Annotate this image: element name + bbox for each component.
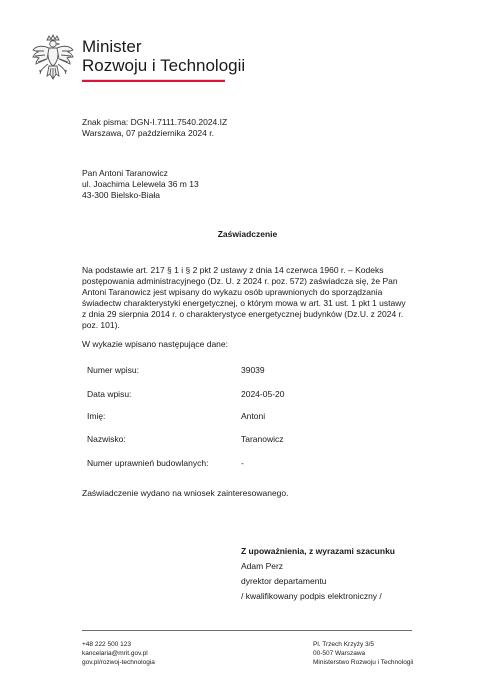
recipient-name: Pan Antoni Taranowicz — [82, 168, 168, 178]
field-row-entry-date — [87, 389, 387, 400]
footer-website: gov.pl/rozwoj-technologia — [82, 659, 155, 666]
ministry-name-line1: Minister — [82, 37, 142, 56]
ministry-name-line2: Rozwoju i Technologii — [82, 56, 246, 75]
white-eagle-emblem-icon — [30, 34, 76, 88]
recipient-street: ul. Joachima Lelewela 36 m 13 — [82, 179, 199, 189]
reference-number: Znak pisma: DGN-I.7111.7540.2024.IZ — [82, 117, 228, 127]
recipient-city: 43-300 Bielsko-Biała — [82, 190, 160, 200]
list-intro: W wykazie wpisano następujące dane: — [82, 339, 228, 349]
document-title: Zaświadczenie — [217, 229, 278, 239]
field-label: Numer uprawnień budowlanych: — [87, 458, 209, 468]
field-label: Nazwisko: — [87, 434, 126, 444]
place-and-date: Warszawa, 07 października 2024 r. — [82, 128, 214, 138]
certificate-body: Na podstawie art. 217 § 1 i § 2 pkt 2 ustawy z dnia 14 czerwca 1960 r. – Kodeks postępowania administracyjnego (Dz. U. z 2024 r. poz. 572) zaświadcza się, że Pan Antoni Taranowicz jest wpisany do wykazu osób uprawnionych do sporządzania świadectw charakterystyki energetycznej, o którym mowa w art. 31 ust. 1 pkt 1 ustawy z dnia 29 sierpnia 2014 r. o charakterystyce energetycznej budynków (Dz.U. z 2024 r. poz. 101). — [82, 265, 406, 330]
field-label: Numer wpisu: — [87, 365, 139, 375]
field-value: 39039 — [241, 365, 265, 375]
signature-heading: Z upoważnienia, z wyrazami szacunku — [241, 546, 395, 556]
field-value: - — [241, 458, 244, 468]
field-row-license-number — [87, 458, 387, 469]
electronic-signature-note: / kwalifikowany podpis elektroniczny / — [241, 591, 382, 601]
national-flag-bar — [82, 79, 225, 82]
field-value: Antoni — [241, 411, 266, 421]
footer-address-line2: 00-507 Warszawa — [313, 650, 366, 657]
field-row-first-name — [87, 411, 387, 422]
field-value: 2024-05-20 — [241, 389, 285, 399]
field-row-last-name — [87, 434, 387, 445]
footer-email: kancelaria@mrit.gov.pl — [82, 650, 148, 657]
field-row-entry-number — [87, 365, 387, 376]
footer-address-line1: Pl. Trzech Krzyży 3/5 — [313, 641, 375, 648]
closing-statement: Zaświadczenie wydano na wniosek zainteresowanego. — [82, 488, 289, 498]
field-label: Data wpisu: — [87, 389, 132, 399]
signatory-name: Adam Perz — [241, 561, 284, 571]
footer-phone: +48 222 500 123 — [82, 641, 131, 648]
field-label: Imię: — [87, 411, 106, 421]
field-value: Taranowicz — [241, 434, 284, 444]
footer-divider — [82, 630, 412, 631]
signatory-position: dyrektor departamentu — [241, 576, 327, 586]
footer-address-line3: Ministerstwo Rozwoju i Technologii — [313, 659, 414, 666]
